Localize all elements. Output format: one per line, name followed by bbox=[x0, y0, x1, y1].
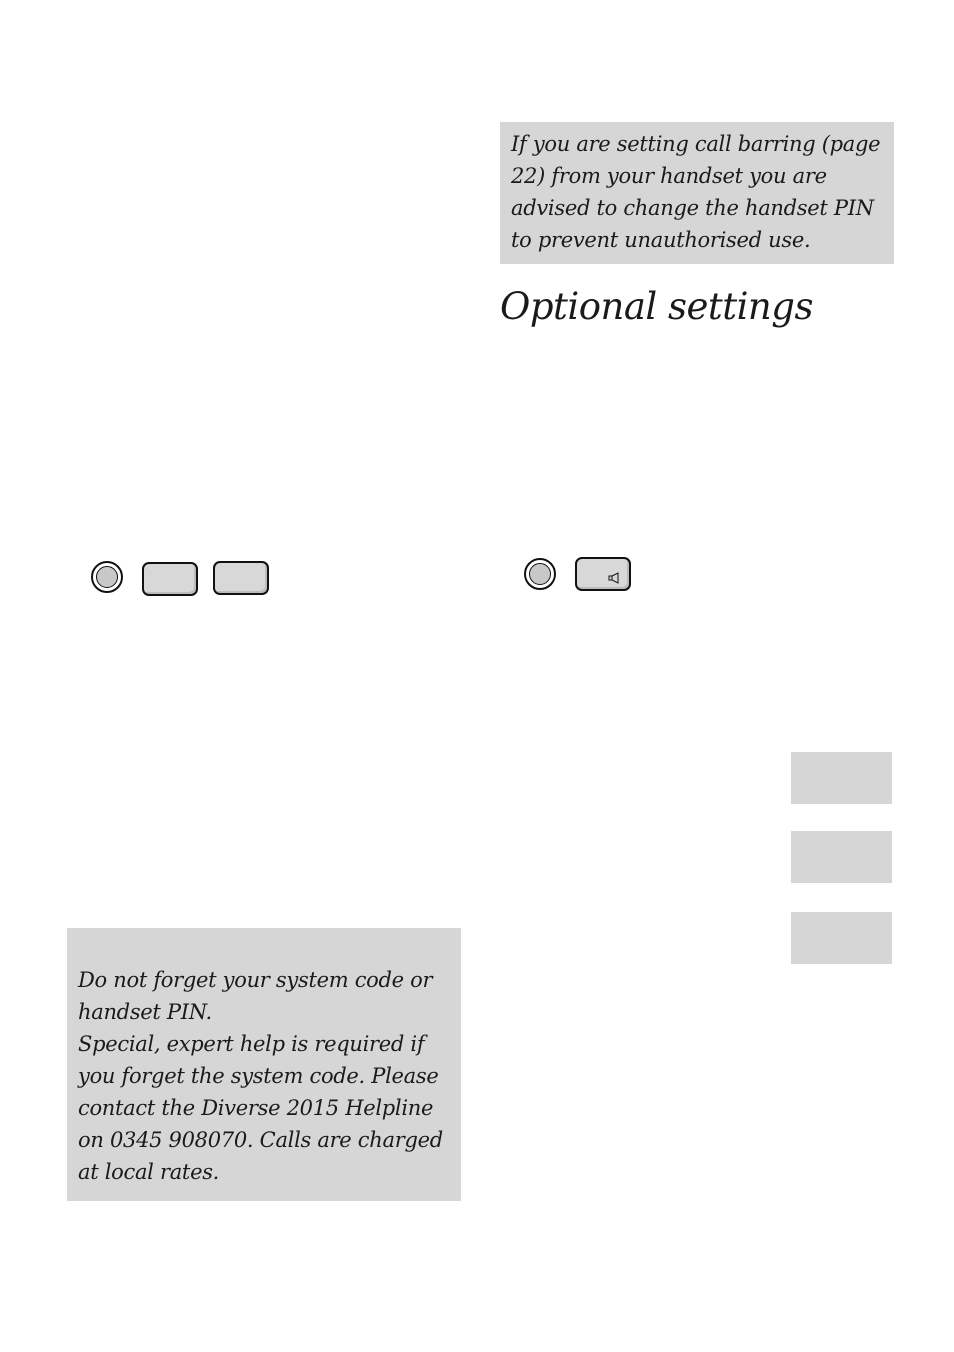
speaker-key-icon bbox=[575, 557, 631, 591]
call-barring-note-text: If you are setting call barring (page 22) from your handset you are advised to change the handset PIN to prevent unauthorised use. bbox=[511, 132, 881, 252]
round-key-icon bbox=[524, 558, 556, 590]
round-key-icon bbox=[91, 561, 123, 593]
speaker-icon bbox=[608, 572, 622, 584]
call-barring-note bbox=[500, 122, 894, 264]
forget-code-note-line1: Do not forget your system code or handset PIN. bbox=[78, 968, 433, 1024]
forget-code-note bbox=[67, 928, 461, 1201]
softkey-left-icon bbox=[142, 562, 198, 596]
section-tab-block bbox=[791, 831, 892, 883]
softkey-right-icon bbox=[213, 561, 269, 595]
forget-code-note-line2: Special, expert help is required if you forget the system code. Please contact the Diverse 2015 Helpline on 0345 908070. Calls are charged at local rates. bbox=[78, 1032, 443, 1184]
section-heading: Optional settings bbox=[500, 285, 813, 328]
section-tab-block bbox=[791, 752, 892, 804]
section-tab-block bbox=[791, 912, 892, 964]
